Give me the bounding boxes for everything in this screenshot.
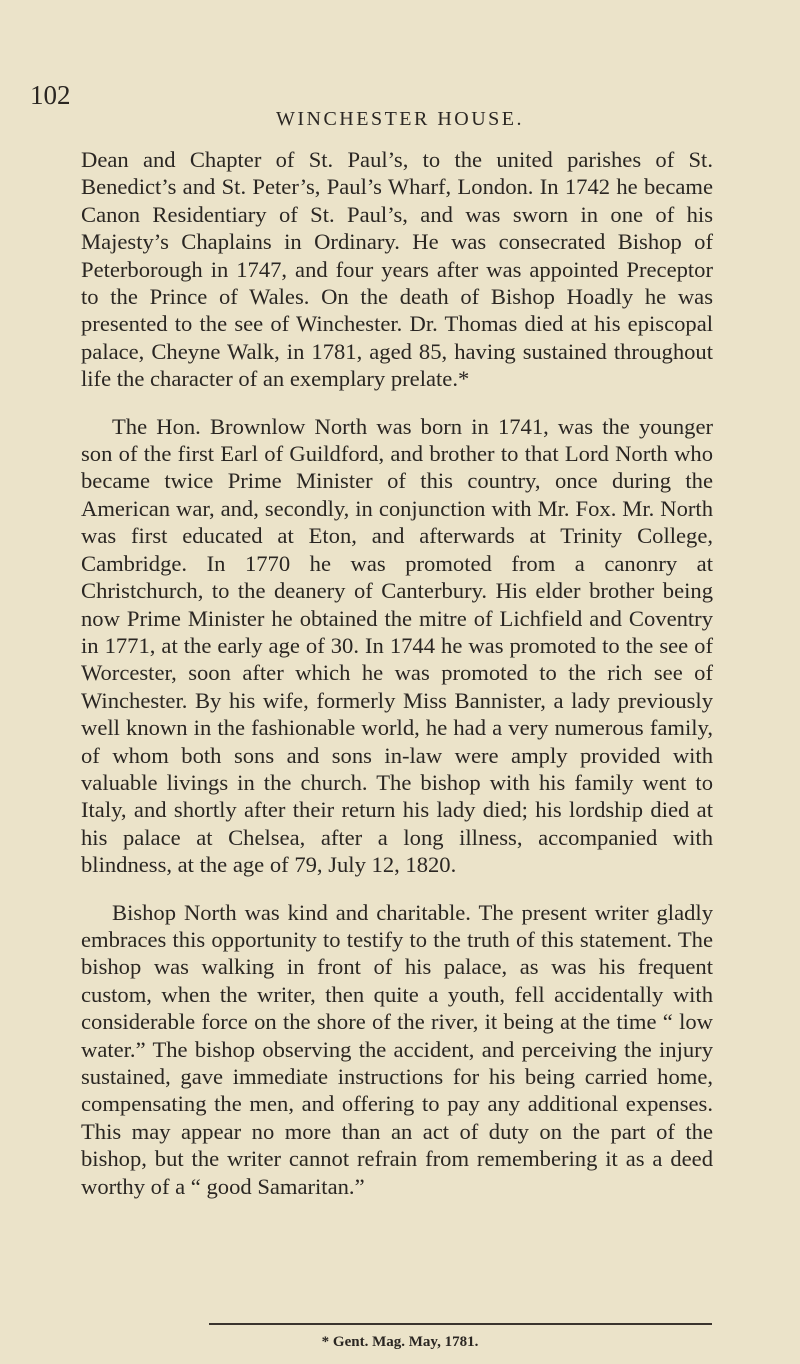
page-number: 102 xyxy=(30,80,71,110)
body-text xyxy=(81,146,713,1200)
paragraph: Dean and Chapter of St. Paul’s, to the united parishes of St. Benedict’s and St. Peter’s, Paul’s Wharf, London. In 1742 he became Canon Residentiary of St. Paul’s, and was sworn in one of his Majesty’s Chaplains in Ordinary. He was consecrated Bishop of Peterborough in 1747, and four years after was appointed Preceptor to the Prince of Wales. On the death of Bishop Hoadly he was presented to the see of Winchester. Dr. Thomas died at his episcopal palace, Cheyne Walk, in 1781, aged 85, having sustained throughout life the character of an exemplary prelate.* xyxy=(81,147,713,392)
footnote-rule xyxy=(209,1323,712,1325)
footnote: * Gent. Mag. May, 1781. xyxy=(321,1334,479,1350)
paragraph: The Hon. Brownlow North was born in 1741, was the younger son of the first Earl of Guildford, and brother to that Lord North who became twice Prime Minister of this country, once during the American war, and, secondly, in conjunction with Mr. Fox. Mr. North was first educated at Eton, and afterwards at Trinity College, Cambridge. In 1770 he was promoted from a canonry at Christchurch, to the deanery of Canterbury. His elder brother being now Prime Minister he obtained the mitre of Lichfield and Coventry in 1771, at the early age of 30. In 1744 he was promoted to the see of Worcester, soon after which he was promoted to the rich see of Winchester. By his wife, formerly Miss Bannister, a lady previously well known in the fashionable world, he had a very numerous family, of whom both sons and sons in-law were amply provided with valuable livings in the church. The bishop with his family went to Italy, and shortly after their return his lady died; his lordship died at his palace at Chelsea, after a long illness, accompanied with blindness, at the age of 79, July 12, 1820. xyxy=(81,413,713,878)
paragraph: Bishop North was kind and charitable. The present writer gladly embraces this opportunity to testify to the truth of this statement. The bishop was walking in front of his palace, as was his frequent custom, when the writer, then quite a youth, fell accidentally with considerable force on the shore of the river, it being at the time “ low water.” The bishop observing the accident, and perceiving the injury sustained, gave immediate instructions for his being carried home, compensating the men, and offering to pay any additional expenses. This may appear no more than an act of duty on the part of the bishop, but the writer cannot refrain from remembering it as a deed worthy of a “ good Samaritan.” xyxy=(81,899,713,1199)
running-head: WINCHESTER HOUSE. xyxy=(275,108,525,130)
